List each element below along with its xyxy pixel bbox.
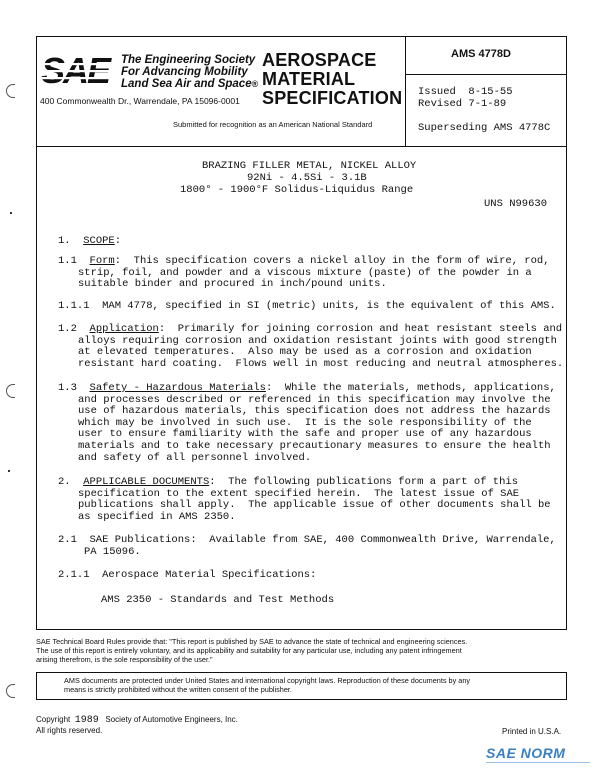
punch-hole-middle	[6, 384, 15, 398]
paragraph-line: : The following publications form a part of this	[209, 476, 519, 488]
watermark-rule	[486, 762, 590, 763]
paragraph-line: at elevated temperatures. Also may be used as a corrosion and oxidation	[78, 346, 532, 359]
rules-line: SAE Technical Board Rules provide that: "This report is published by SAE to advance the state of technical and engineering sciences.	[36, 637, 468, 646]
paragraph-line: PA 15096.	[84, 545, 141, 558]
section-1-heading	[58, 236, 121, 248]
registered-mark: ®	[251, 79, 259, 89]
paragraph-line: : This specification covers a nickel alloy in the form of wire, rod,	[114, 255, 550, 267]
society-line-3-wrap	[121, 78, 258, 90]
paragraph-line: materials and to take necessary precautionary measures to ensure the health	[78, 440, 551, 452]
sae-logo-graphic	[40, 50, 112, 90]
revised-date: Revised 7-1-89	[418, 98, 507, 110]
logo-stripe	[40, 63, 112, 65]
paragraph-line: specification to the extent specified herein. The latest issue of SAE	[78, 487, 520, 500]
section-2-1: 2.1 SAE Publications: Available from SAE, 400 Commonwealth Drive, Warrendale,	[58, 534, 556, 546]
all-rights-reserved: All rights reserved.	[36, 726, 103, 735]
title-line-specification: SPECIFICATION	[262, 88, 403, 108]
logo-stripe	[40, 70, 112, 72]
paragraph-line: strip, foil, and powder and a viscous mixture (paste) of the powder in a	[78, 266, 532, 279]
section-2	[58, 477, 518, 489]
scan-mark	[10, 212, 12, 214]
section-number: 1.3	[58, 382, 77, 394]
punct: :	[114, 235, 122, 247]
section-1-1	[58, 256, 550, 268]
section-2-1-1: 2.1.1 Aerospace Material Specifications:	[58, 569, 317, 581]
paragraph-line: publications shall apply. The applicable issue of other documents shall be	[78, 499, 551, 512]
section-number: 2.	[58, 476, 71, 488]
doc-title-line-3: 1800° - 1900°F Solidus-Liquidus Range	[180, 184, 414, 196]
section-number: 1.	[58, 235, 71, 247]
ams-number-divider	[405, 74, 567, 75]
superseding: Superseding AMS 4778C	[418, 122, 551, 134]
paragraph-line: : While the materials, methods, applications,	[265, 382, 556, 394]
ams-2350-reference: AMS 2350 - Standards and Test Methods	[101, 594, 335, 606]
society-line-3: Land Sea Air and Space	[121, 78, 252, 90]
paragraph-line: as specified in AMS 2350.	[78, 510, 236, 523]
technical-board-rules	[36, 637, 567, 664]
paragraph-line: : Primarily for joining corrosion and heat resistant steels and	[158, 323, 563, 335]
society-line-2: For Advancing Mobility	[121, 66, 248, 78]
paragraph-line: suitable binder and procured in inch/pound units.	[78, 278, 387, 291]
title-line-aerospace: AEROSPACE	[262, 50, 377, 70]
section-title: Form	[89, 255, 115, 267]
section-title: SCOPE	[83, 235, 115, 247]
doc-title-line-1: BRAZING FILLER METAL, NICKEL ALLOY	[202, 160, 417, 172]
issue-dates	[418, 86, 513, 110]
section-title: Application	[89, 323, 159, 335]
address: 400 Commonwealth Dr., Warrendale, PA 15096-0001	[40, 96, 240, 106]
logo-stripe	[40, 77, 112, 79]
rules-line: arising therefrom, is the sole responsibility of the user."	[36, 655, 213, 664]
title-line-material: MATERIAL	[262, 69, 356, 89]
paragraph-line: and safety of all personnel involved.	[78, 451, 312, 464]
copyright-word: Copyright	[36, 715, 71, 724]
paragraph-line: use of hazardous materials, this specification does not address the hazards	[78, 405, 551, 418]
copyright-line: means is strictly prohibited without the written consent of the publisher.	[64, 685, 292, 694]
paragraph-line: alloys requiring corrosion and oxidation resistant joints with good strength	[78, 334, 557, 347]
section-number: 1.2	[58, 323, 77, 335]
uns-number: UNS N99630	[484, 198, 548, 210]
title-block-divider	[405, 36, 406, 146]
issued-date: Issued 8-15-55	[418, 86, 513, 98]
paragraph-line: resistant hard coating. Flows well in most reducing and neutral atmospheres.	[78, 357, 564, 370]
society-name	[121, 54, 258, 90]
section-number: 1.1	[58, 255, 77, 267]
copyright-notice	[64, 676, 470, 694]
copyright-organization: Society of Automotive Engineers, Inc.	[105, 715, 238, 724]
rules-line: The use of this report is entirely voluntary, and its applicability and suitability for any particular use, including any patent infringement	[36, 646, 462, 655]
section-1-2	[58, 324, 562, 336]
section-title: APPLICABLE DOCUMENTS	[83, 476, 210, 488]
section-1-3	[58, 383, 556, 395]
document-type-title	[262, 51, 402, 108]
section-1-1-1: 1.1.1 MAM 4778, specified in SI (metric) units, is the equivalent of this AMS.	[58, 300, 556, 312]
header-divider	[36, 146, 567, 147]
sae-logo	[40, 50, 112, 90]
scan-mark	[8, 470, 10, 472]
copyright-line: AMS documents are protected under United States and international copyright laws. Reproduction of these documents by any	[64, 676, 471, 685]
printed-in-usa: Printed in U.S.A.	[502, 727, 562, 736]
punch-hole-top	[6, 84, 15, 98]
paragraph-line: user to ensure familiarity with the safe and proper use of any hazardous	[78, 428, 532, 441]
society-line-1: The Engineering Society	[121, 54, 256, 66]
doc-title-line-2: 92Ni - 4.5Si - 3.1B	[247, 172, 367, 184]
ams-number: AMS 4778D	[451, 48, 511, 60]
punch-hole-bottom	[6, 684, 15, 698]
paragraph-line: which may be involved in such use. It is the sole responsibility of the	[78, 416, 532, 429]
copyright-line-bottom	[36, 715, 238, 726]
paragraph-line: and processes described or referenced in this specification may involve the	[78, 393, 551, 406]
submitted-note: Submitted for recognition as an American National Standard	[173, 120, 373, 129]
section-title: Safety - Hazardous Materials	[89, 382, 266, 394]
copyright-year: 1989	[74, 715, 99, 726]
sae-norm-watermark: SAE NORM	[486, 745, 566, 761]
